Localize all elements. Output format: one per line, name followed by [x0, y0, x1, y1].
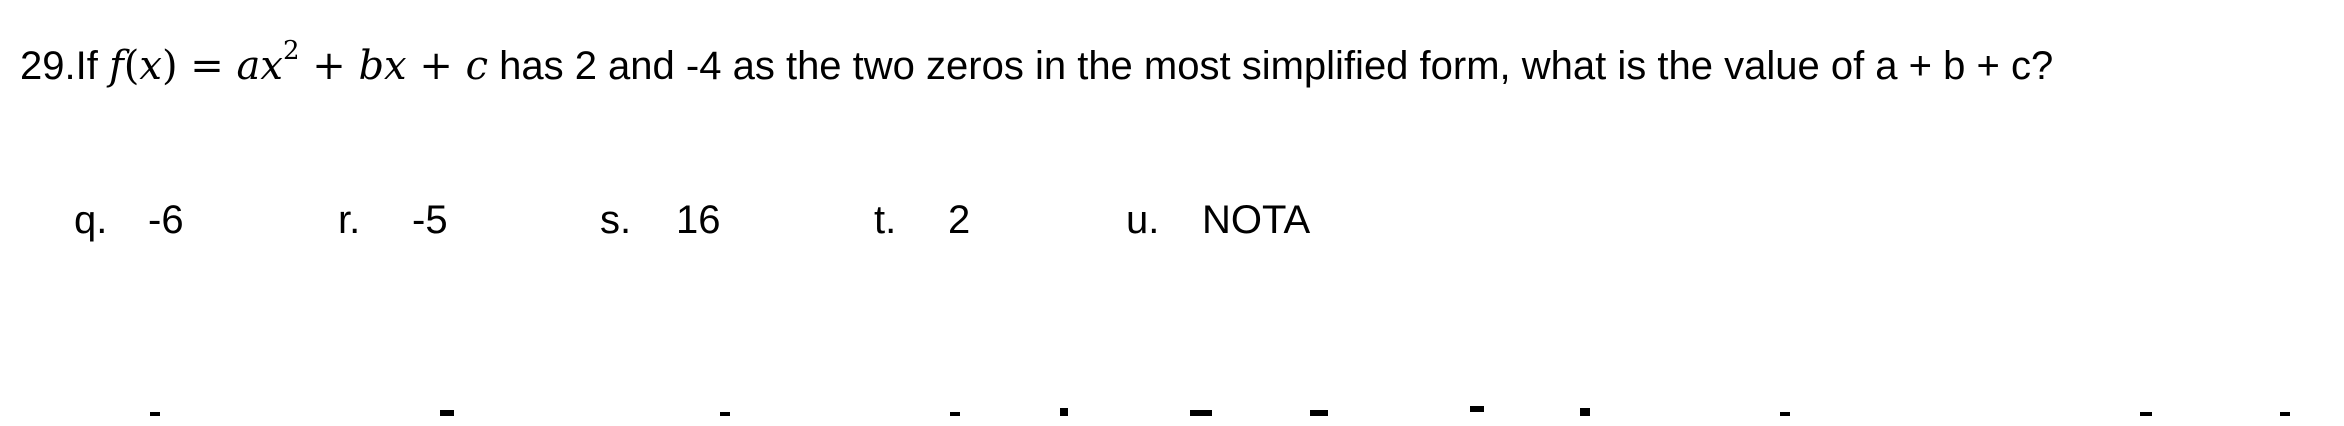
eq-func: f — [108, 43, 124, 89]
eq-x: x — [260, 43, 283, 89]
eq-exponent: 2 — [282, 36, 300, 66]
choice-value: 2 — [948, 198, 971, 242]
choice-value: -6 — [148, 198, 184, 242]
question-text: has 2 and -4 as the two zeros in the most simplified form, what is the value of a + b + c? — [499, 44, 2054, 88]
cropped-next-line — [20, 396, 2320, 426]
choice-letter: t. — [874, 198, 897, 242]
quadratic-equation — [108, 36, 488, 89]
choice-s[interactable] — [600, 190, 721, 250]
choice-letter: r. — [338, 198, 361, 242]
eq-plus-2: + — [419, 43, 453, 89]
eq-var: x — [139, 43, 162, 89]
question-lead-word: If — [75, 44, 98, 88]
question-29 — [20, 36, 2053, 96]
eq-rparen: ) — [161, 43, 178, 89]
eq-plus-1: + — [312, 43, 346, 89]
choice-letter: u. — [1126, 198, 1160, 242]
choice-letter: s. — [600, 198, 632, 242]
choice-q[interactable] — [74, 190, 184, 250]
choice-value: -5 — [412, 198, 448, 242]
answer-choices — [0, 190, 2344, 250]
eq-bx: bx — [358, 43, 407, 89]
eq-c: c — [465, 43, 488, 89]
choice-u[interactable] — [1126, 190, 1311, 250]
eq-lparen: ( — [123, 43, 140, 89]
choice-value: NOTA — [1202, 198, 1311, 242]
choice-value: 16 — [676, 198, 721, 242]
cropped-text-fragments — [20, 396, 2320, 426]
choice-r[interactable] — [338, 190, 448, 250]
eq-equals: = — [190, 43, 224, 89]
choice-t[interactable] — [874, 190, 971, 250]
question-number: 29. — [20, 44, 76, 88]
eq-a: a — [236, 43, 261, 89]
choice-letter: q. — [74, 198, 108, 242]
